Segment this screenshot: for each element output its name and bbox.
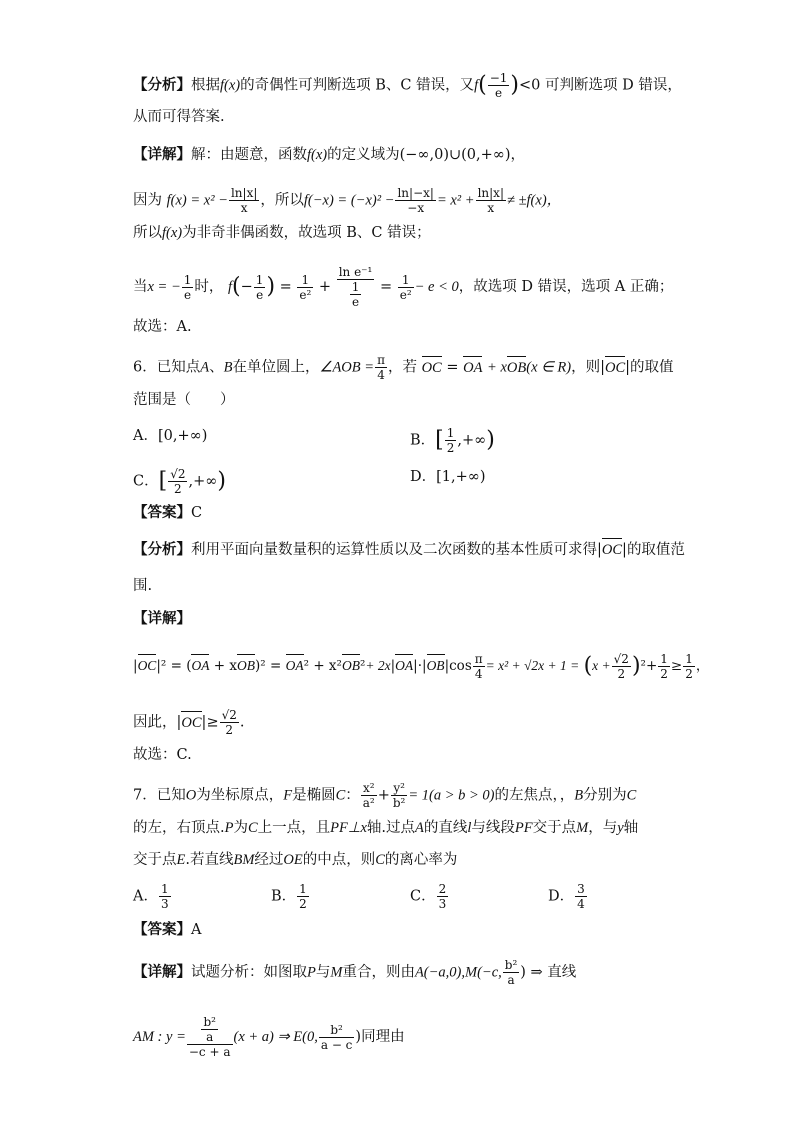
q6-detail-label: 【详解】 (133, 611, 191, 627)
fraction: $\frac{\text{x²}}{\text{a²}}$ (362, 781, 375, 810)
fraction: $\frac{√2}{2}$ (613, 652, 629, 681)
analysis-label: 【分析】 (133, 77, 191, 94)
q6-option-d[interactable]: D．[1,+∞) (410, 469, 486, 485)
q5-detail-line4: 当x = − $\frac{1}{e}$ 时， f(− $\frac{1}{e}$ ) = $\frac{1}{\text{e²}}$ + $\frac{\text{ln e⁻¹}}{\frac{1}{e}}$ = $\frac{1}{\text{e²}}$ − e < 0，故选项 D 错误，选项 A 正确； (133, 265, 674, 309)
q5-detail-line3: 所以f(x)为非奇非偶函数，故选项 B、C 错误； (133, 225, 431, 241)
fraction: $\frac{1}{3}$ (160, 882, 169, 911)
fraction: $\frac{1}{2}$ (446, 426, 455, 455)
fraction: $\frac{√2}{2}$ (221, 708, 237, 737)
q7-detail-line1: 【详解】试题分析：如图取P与M重合，则由A(−a,0),M(−c, $\frac{\text{b²}}{a}$ ) ⇒ 直线 (133, 958, 577, 987)
fraction: $\frac{\frac{\text{b²}}{a}}{-c + a}$ (188, 1015, 231, 1059)
q6-answer: 【答案】C (133, 505, 203, 521)
q7-option-c[interactable]: C． $\frac{2}{3}$ (410, 882, 447, 911)
q5-choice: 故选：A. (133, 319, 192, 335)
fraction: $\frac{1}{\text{e²}}$ (299, 272, 312, 302)
q5-detail-line1: 【详解】解：由题意，函数f(x)的定义域为(−∞,0)∪(0,+∞)， (133, 147, 526, 163)
fraction: $\frac{\text{y²}}{\text{b²}}$ (392, 781, 406, 810)
q6-therefore: 因此，|OC|≥ $\frac{√2}{2}$ . (133, 708, 245, 737)
q6-calc-line: |OC|² = (OA + xOB)² = OA² + x²OB²+ 2x|OA|·|OB|cos $\frac{\pi}{4}$ = x² + √2x + 1 = (x + $\frac{√2}{2}$ )²+ $\frac{1}{2}$ ≥ $\frac{1}{2}$ ， (133, 652, 710, 681)
q5-detail-line2: 因为 f(x) = x² − $\frac{\ln|x|}{x}$ ，所以f(−x) = (−x)² − $\frac{\ln|-x|}{-x}$ = x² + $\frac{\ln|x|}{x}$ ≠ ±f(x)， (133, 186, 562, 215)
q5-analysis-line1: 【分析】根据f(x)的奇偶性可判断选项 B、C 错误，又f( $\frac{-1}{e}$ )<0 可判断选项 D 错误， (133, 71, 682, 100)
q5-analysis-line2: 从而可得答案. (133, 109, 225, 125)
fraction: $\frac{\ln|x|}{x}$ (477, 186, 504, 215)
q6-analysis-line2: 围. (133, 578, 153, 594)
fraction: $\frac{\pi}{4}$ (377, 353, 385, 382)
fraction: $\frac{\text{b²}}{a}$ (504, 958, 518, 987)
q6-choice: 故选：C. (133, 747, 192, 763)
q6-option-b[interactable]: B．[ $\frac{1}{2}$ ,+∞) (410, 426, 495, 455)
q7-stem-line1: 7．已知O为坐标原点，F是椭圆C： $\frac{\text{x²}}{\text{a²}}$ + $\frac{\text{y²}}{\text{b²}}$ = 1(a > b > 0)的左焦点，，B分别为C (133, 781, 637, 810)
fraction: $\frac{\text{b²}}{a - c}$ (320, 1022, 353, 1052)
fraction: $\frac{\ln|-x|}{-x}$ (397, 186, 434, 215)
fraction: $\frac{1}{2}$ (299, 882, 307, 911)
q6-stem-line1: 6．已知点A、B在单位圆上，∠AOB = $\frac{\pi}{4}$ ，若 OC = OA + xOB(x ∈ R)，则|OC|的取值 (133, 353, 674, 382)
fraction: $\frac{1}{e}$ (255, 272, 264, 302)
q7-stem-line3: 交于点E.若直线BM经过OE的中点，则C的离心率为 (133, 852, 458, 868)
fraction: $\frac{1}{\text{e²}}$ (399, 272, 412, 302)
detail-label: 【详解】 (133, 147, 191, 163)
q6-option-c[interactable]: C．[ $\frac{√2}{2}$ ,+∞) (133, 467, 226, 496)
q7-stem-line2: 的左，右顶点.P为C上一点，且PF⊥x轴.过点A的直线l与线段PF交于点M，与y轴 (133, 820, 639, 836)
q7-option-b[interactable]: B． $\frac{1}{2}$ (271, 882, 307, 911)
q7-detail-line2: AM : y = $\frac{\frac{\text{b²}}{a}}{-c + a}$ (x + a) ⇒ E(0, $\frac{\text{b²}}{a - c}$ )同理由 (133, 1015, 405, 1059)
q7-option-a[interactable]: A． $\frac{1}{3}$ (133, 882, 169, 911)
fraction: $\frac{1}{e}$ (183, 272, 192, 302)
fraction: $\frac{\text{ln e⁻¹}}{\frac{1}{e}}$ (338, 265, 373, 309)
fraction: $\frac{3}{4}$ (577, 882, 585, 911)
q6-stem-line2: 范围是（ ） (133, 392, 235, 408)
q7-option-d[interactable]: D． $\frac{3}{4}$ (548, 882, 585, 911)
q6-analysis-line1: 【分析】利用平面向量数量积的运算性质以及二次函数的基本性质可求得|OC|的取值范 (133, 542, 685, 558)
q7-answer: 【答案】A (133, 922, 202, 938)
fraction: $\frac{1}{2}$ (685, 652, 693, 681)
fraction: $\frac{-1}{e}$ (489, 71, 508, 100)
fraction: $\frac{\ln|x|}{x}$ (230, 186, 258, 215)
fraction: $\frac{√2}{2}$ (170, 467, 186, 496)
fraction: $\frac{\pi}{4}$ (474, 652, 483, 681)
q6-option-a[interactable]: A．[0,+∞) (133, 428, 208, 444)
fraction: $\frac{2}{3}$ (438, 882, 447, 911)
fraction: $\frac{1}{2}$ (660, 652, 668, 681)
